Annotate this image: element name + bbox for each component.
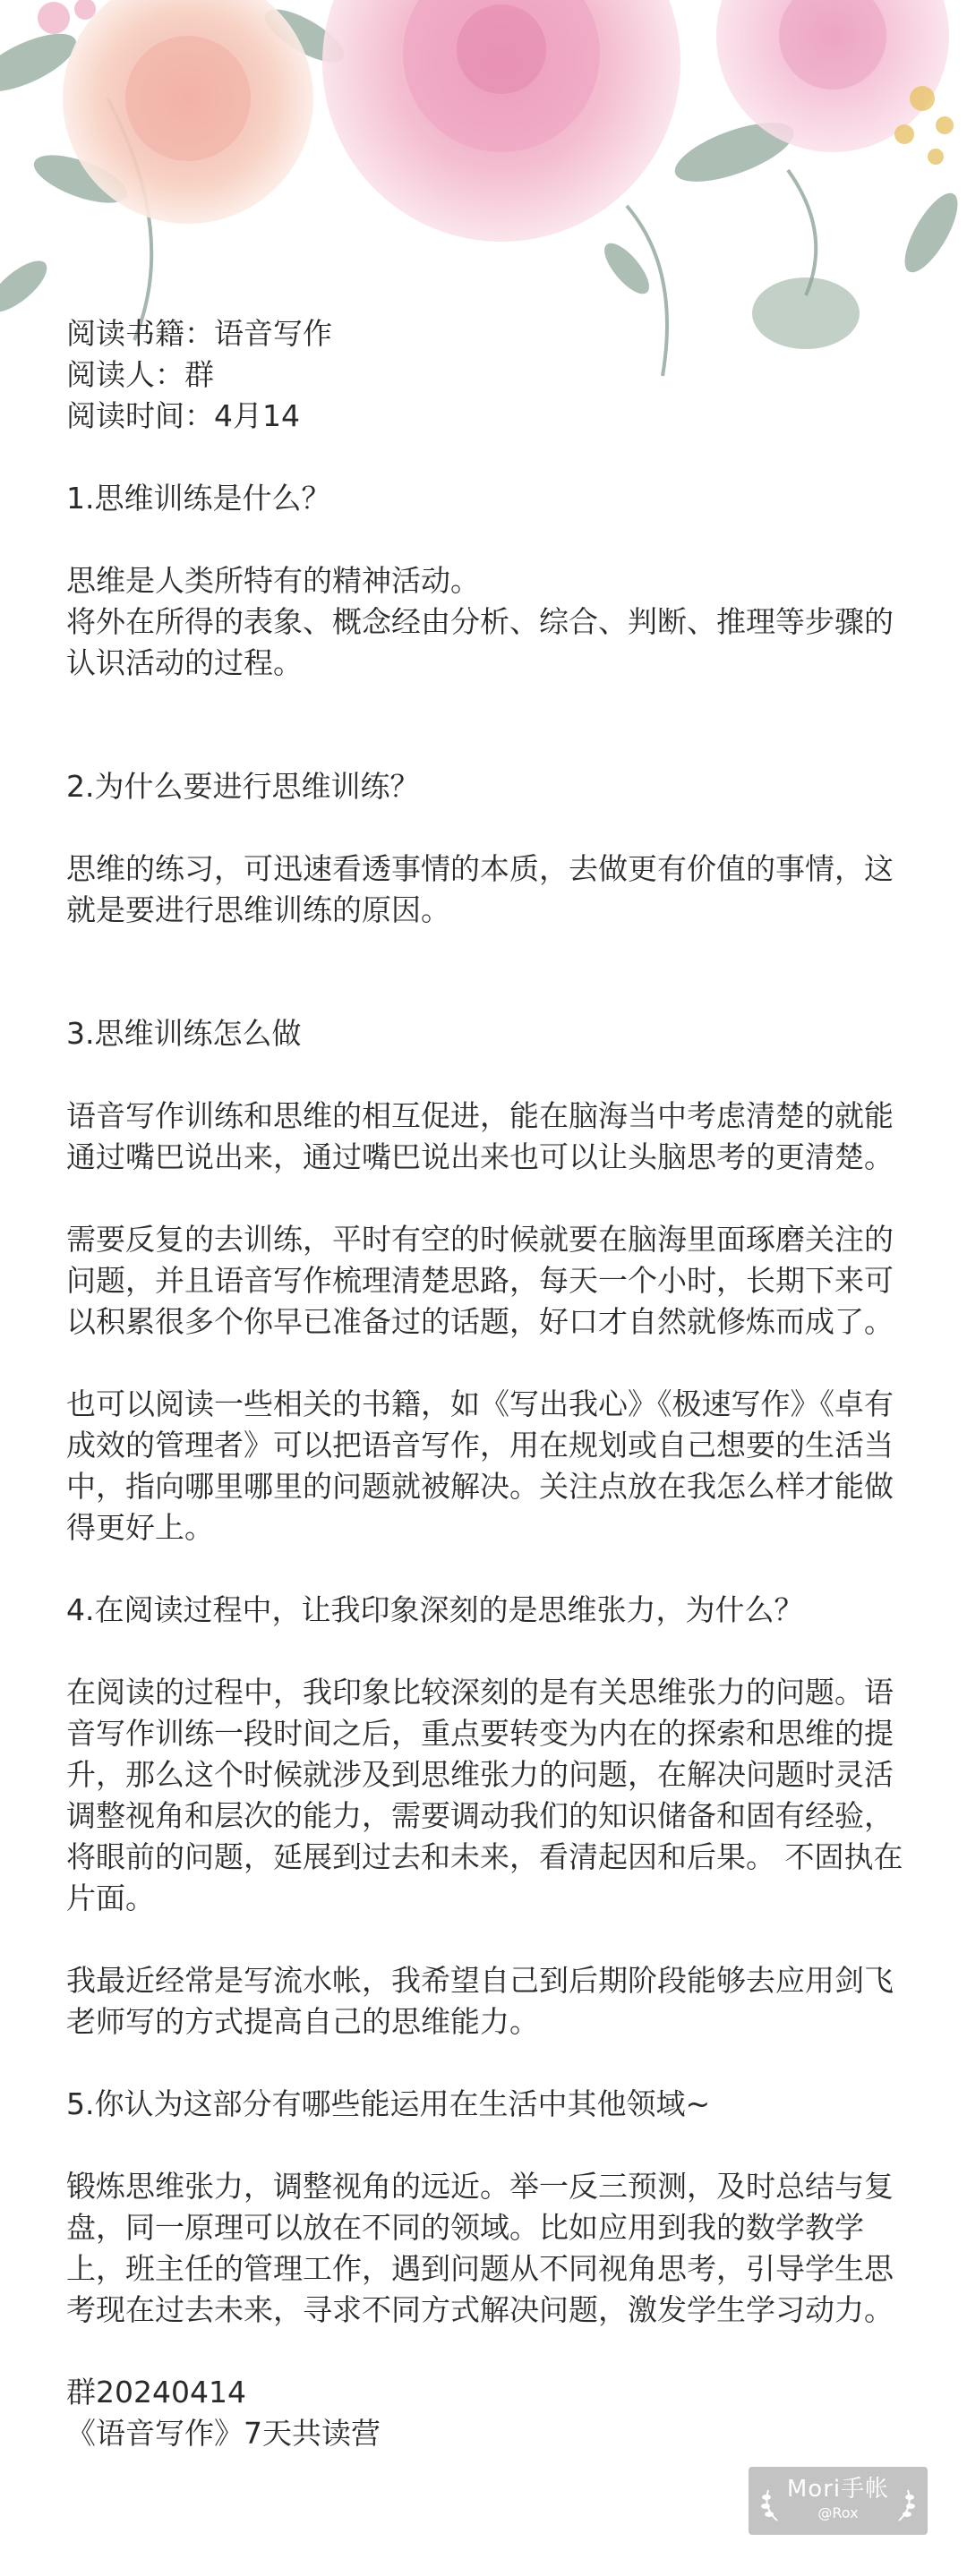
section-question: 5.你认为这部分有哪些能运用在生活中其他领域~: [66, 2086, 711, 2121]
section-paragraph: 语音写作训练和思维的相互促进，能在脑海当中考虑清楚的就能通过嘴巴说出来，通过嘴巴说出来也可以让头脑思考的更清楚。: [66, 1098, 894, 1174]
reading-time: 阅读时间：4月14: [66, 398, 300, 433]
peony-large: [322, 0, 680, 242]
section-paragraph: 在阅读的过程中，我印象比较深刻的是有关思维张力的问题。语音写作训练一段时间之后，重点要转变为内在的探索和思维的提升，那么这个时候就涉及到思维张力的问题，在解决问题时灵活调整视角和层次的能力，需要调动我们的知识储备和固有经验，将眼前的问题，延展到过去和未来，看清起因和后果。 不固执在片面。: [66, 1675, 903, 1915]
reader-name: 阅读人：群: [66, 357, 214, 392]
section-question: 1.思维训练是什么？: [66, 481, 331, 516]
section-question: 2.为什么要进行思维训练？: [66, 769, 420, 804]
section-paragraph: 思维是人类所特有的精神活动。: [66, 563, 480, 598]
notes-footer: [66, 2372, 908, 2454]
section-paragraph: 我最近经常是写流水帐，我希望自己到后期阶段能够去应用剑飞老师写的方式提高自己的思维能力。: [66, 1963, 894, 2039]
section-paragraph: 思维的练习，可迅速看透事情的本质，去做更有价值的事情，这就是要进行思维训练的原因。: [66, 851, 894, 927]
notes-header: [66, 313, 908, 437]
watermark-brand: Mori手帐: [786, 2476, 890, 2503]
signature: 群20240414: [66, 2375, 246, 2410]
watermark-badge: [749, 2467, 928, 2535]
section-question: 3.思维训练怎么做: [66, 1016, 302, 1051]
laurel-right-icon: [895, 2486, 917, 2522]
section-question: 4.在阅读过程中，让我印象深刻的是思维张力，为什么？: [66, 1592, 804, 1627]
section-paragraph: 需要反复的去训练，平时有空的时候就要在脑海里面琢磨关注的问题，并且语音写作梳理清楚思路，每天一个小时，长期下来可以积累很多个你早已准备过的话题，好口才自然就修炼而成了。: [66, 1222, 894, 1339]
reading-notes: [66, 313, 908, 2454]
section-paragraph: 也可以阅读一些相关的书籍，如《写出我心》《极速写作》《卓有成效的管理者》可以把语音写作，用在规划或自己想要的生活当中，指向哪里哪里的问题就被解决。关注点放在我怎么样才能做得更好上。: [66, 1386, 894, 1545]
watermark-handle: @Rox: [817, 2504, 859, 2521]
laurel-left-icon: [759, 2486, 781, 2522]
section-paragraph: 锻炼思维张力，调整视角的远近。举一反三预测，及时总结与复盘，同一原理可以放在不同的领域。比如应用到我的数学教学上，班主任的管理工作，遇到问题从不同视角思考，引导学生思考现在过去未来，寻求不同方式解决问题，激发学生学习动力。: [66, 2169, 894, 2327]
section-paragraph: 将外在所得的表象、概念经由分析、综合、判断、推理等步骤的认识活动的过程。: [66, 604, 894, 680]
camp-name: 《语音写作》7天共读营: [66, 2416, 381, 2451]
book-title: 阅读书籍：语音写作: [66, 316, 332, 351]
